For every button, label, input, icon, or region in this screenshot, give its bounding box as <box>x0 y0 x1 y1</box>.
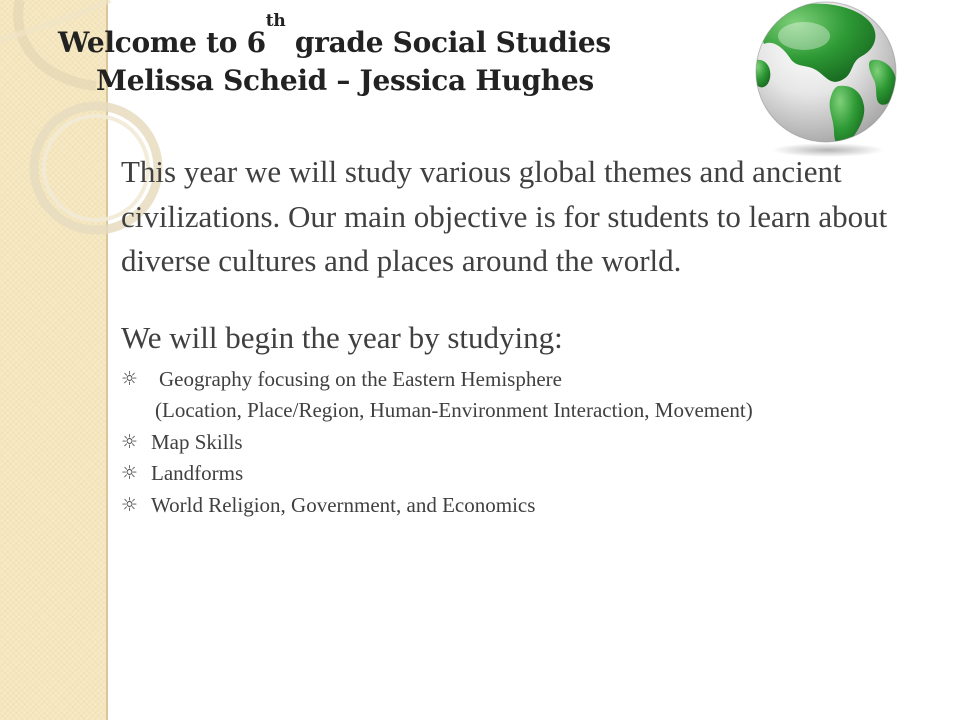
main-content <box>121 150 921 521</box>
decorative-sidebar <box>0 0 108 720</box>
topic-text: Landforms <box>151 461 244 485</box>
teacher-names: Melissa Scheid – Jessica Hughes <box>96 64 594 97</box>
topic-list <box>121 364 921 522</box>
sun-bullet-icon: ☼ <box>121 367 139 390</box>
topic-text: Geography focusing on the Eastern Hemisphere <box>159 366 562 391</box>
list-item <box>121 427 921 459</box>
globe-icon <box>742 0 908 160</box>
topic-subtext: (Location, Place/Region, Human-Environment Interaction, Movement) <box>155 398 753 422</box>
page-title: Welcome to 6th grade Social Studies <box>58 11 611 59</box>
topic-text: Map Skills <box>151 429 243 454</box>
list-item <box>121 458 921 490</box>
topic-text: World Religion, Government, and Economics <box>151 492 536 517</box>
list-item <box>121 364 921 427</box>
title-block <box>58 11 758 100</box>
sun-bullet-icon: ☼ <box>121 462 139 484</box>
ordinal-suffix: th <box>265 11 286 31</box>
sun-bullet-icon: ☼ <box>121 430 139 453</box>
intro-paragraph: This year we will study various global themes and ancient civilizations. Our main objective is for students to learn about diverse cultures and places around the world. <box>121 154 888 278</box>
sun-bullet-icon: ☼ <box>121 493 139 516</box>
begin-heading: We will begin the year by studying: <box>121 319 563 355</box>
list-item <box>121 490 921 522</box>
